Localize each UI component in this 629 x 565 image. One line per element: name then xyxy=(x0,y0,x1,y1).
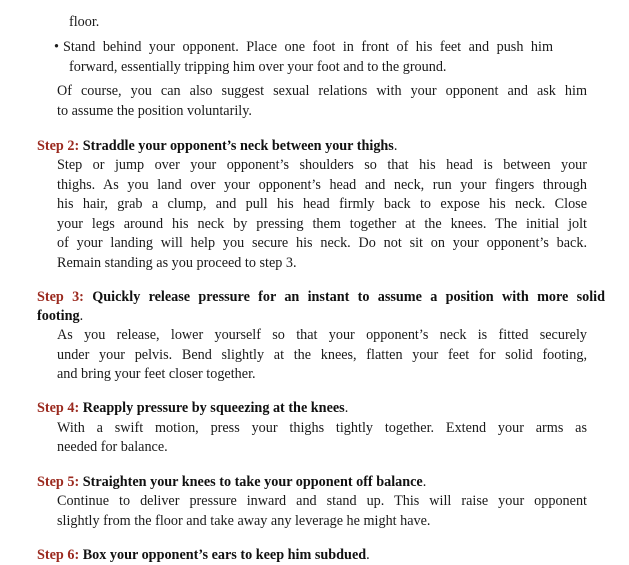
step-body-line: Continue to deliver pressure inward and stand up. This will raise your opponent xyxy=(57,493,587,509)
step-body-line: your legs around his neck by pressing them together at the knees. The initial jolt xyxy=(57,216,587,232)
bullet-line: forward, essentially tripping him over your foot and to the ground. xyxy=(69,59,447,75)
step-body-line: Remain standing as you proceed to step 3. xyxy=(57,255,297,271)
step-heading xyxy=(37,136,397,156)
step-body-line: With a swift motion, press your thighs tightly together. Extend your arms as xyxy=(57,420,587,436)
step-title-end: . xyxy=(79,308,84,324)
step-body-line: of your landing will help you secure his neck. Do not sit on your opponent’s back. xyxy=(57,235,587,251)
intro-continuation: floor. xyxy=(69,14,100,30)
step-body-line: Step or jump over your opponent’s shoulders so that his head is between your xyxy=(57,157,587,173)
step-body-line: and bring your feet closer together. xyxy=(57,366,256,382)
step-label: Step 3: xyxy=(37,289,84,305)
step-title-end: . xyxy=(366,547,370,563)
note-line: to assume the position voluntarily. xyxy=(57,103,252,119)
step-body-line: thighs. As you land over your opponent’s head and neck, run your fingers through xyxy=(57,177,587,193)
step-heading xyxy=(37,287,605,307)
step-label: Step 6: xyxy=(37,547,80,563)
step-body-line: under your pelvis. Bend slightly at the knees, flatten your feet for solid footing, xyxy=(57,347,587,363)
step-heading xyxy=(37,545,370,565)
note-line: Of course, you can also suggest sexual relations with your opponent and ask him xyxy=(57,83,587,99)
step-heading-cont xyxy=(37,306,83,326)
step-body-line: slightly from the floor and take away any leverage he might have. xyxy=(57,513,431,529)
step-title-end: . xyxy=(422,474,427,490)
bullet-line: Stand behind your opponent. Place one foot in front of his feet and push him xyxy=(63,39,553,55)
step-title: Quickly release pressure for an instant to assume a position with more solid xyxy=(92,289,606,305)
step-heading xyxy=(37,472,426,492)
step-label: Step 2: xyxy=(37,138,80,154)
step-body-line: As you release, lower yourself so that your opponent’s neck is fitted securely xyxy=(57,327,587,343)
step-body-line: needed for balance. xyxy=(57,439,168,455)
step-label: Step 5: xyxy=(37,474,80,490)
step-title: Reapply pressure by squeezing at the knees xyxy=(82,400,345,416)
step-body-line: his hair, grab a clump, and pull his head firmly back to expose his neck. Close xyxy=(57,196,587,212)
step-title: Straighten your knees to take your opponent off balance xyxy=(82,474,423,490)
bullet-symbol: • xyxy=(54,39,59,55)
step-title: Box your opponent’s ears to keep him subdued xyxy=(82,547,367,563)
step-label: Step 4: xyxy=(37,400,80,416)
step-title-end: . xyxy=(344,400,349,416)
step-title: Straddle your opponent’s neck between your thighs xyxy=(82,138,394,154)
step-heading xyxy=(37,398,348,418)
step-title: footing xyxy=(37,308,80,324)
step-title-end: . xyxy=(393,138,398,154)
